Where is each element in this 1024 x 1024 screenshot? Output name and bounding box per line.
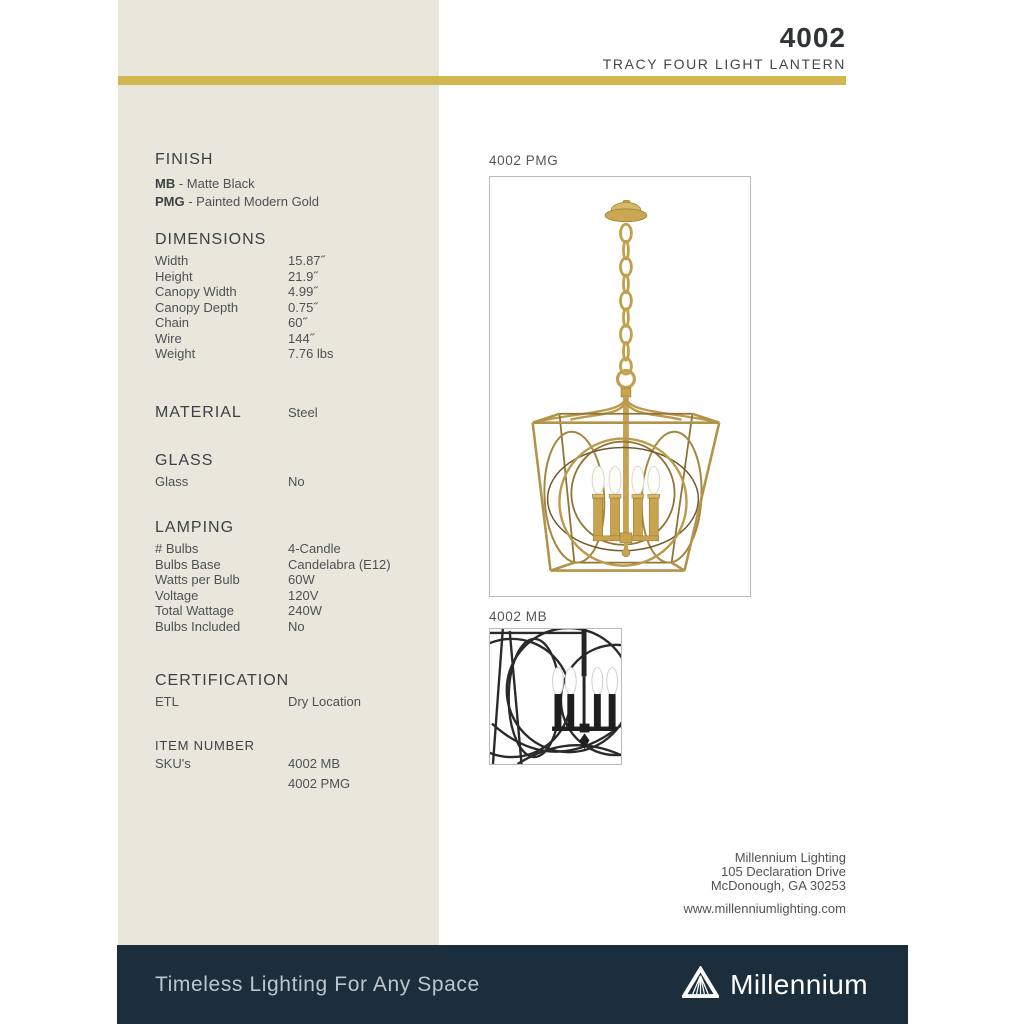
spec-value: Candelabra (E12) — [288, 556, 391, 572]
finish-name: - Matte Black — [175, 176, 255, 191]
spec-value: 4.99˝ — [288, 284, 318, 299]
sku-value: 4002 PMG — [288, 775, 351, 791]
dimensions-section — [155, 230, 431, 362]
spec-row — [155, 694, 431, 710]
footer-tagline: Timeless Lighting For Any Space — [155, 972, 480, 996]
lamping-section — [155, 518, 431, 634]
address-line2: McDonough, GA 30253 — [710, 878, 846, 893]
lamping-title: LAMPING — [155, 519, 235, 536]
spec-value: Dry Location — [288, 694, 361, 709]
spec-label: Width — [155, 253, 189, 268]
pmg-product-image — [489, 176, 751, 597]
spec-label: Total Wattage — [155, 603, 235, 618]
page-header — [603, 22, 846, 73]
certification-title: CERTIFICATION — [155, 672, 290, 689]
sku-label: SKU's — [155, 755, 191, 771]
finish-option — [155, 193, 431, 211]
spec-label: Bulbs Base — [155, 556, 221, 572]
brand-logo — [682, 966, 868, 1004]
black-lantern-illustration — [490, 629, 621, 764]
spec-label: Voltage — [155, 587, 199, 603]
sku-value: 4002 MB — [288, 755, 341, 771]
material-value: Steel — [288, 404, 318, 420]
material-section — [155, 403, 431, 423]
spec-label: Glass — [155, 473, 189, 489]
spec-row — [155, 603, 431, 619]
spec-row — [155, 284, 431, 300]
finish-option — [155, 175, 431, 193]
spec-row — [155, 269, 431, 285]
company-name: Millennium Lighting — [734, 850, 846, 865]
gold-lantern-illustration — [490, 177, 750, 596]
spec-value: 7.76 lbs — [288, 346, 334, 361]
mb-image-label: 4002 MB — [489, 609, 548, 624]
spec-value: No — [288, 473, 305, 489]
spec-label: Chain — [155, 315, 189, 330]
spec-row — [155, 619, 431, 635]
item-number-title: ITEM NUMBER — [155, 737, 255, 753]
spec-label: Watts per Bulb — [155, 572, 240, 587]
spec-value: 15.87˝ — [288, 253, 325, 268]
spec-value: 240W — [288, 603, 322, 618]
spec-label: ETL — [155, 694, 179, 709]
pmg-image-label: 4002 PMG — [489, 153, 559, 168]
spec-label: # Bulbs — [155, 541, 199, 556]
gold-accent-bar — [118, 76, 846, 85]
spec-row — [155, 300, 431, 316]
spec-value: 144˝ — [288, 330, 315, 346]
spec-row — [155, 331, 431, 347]
spec-value: No — [288, 618, 305, 634]
spec-value: 60˝ — [288, 315, 307, 330]
model-number: 4002 — [779, 22, 846, 53]
spec-value: 4-Candle — [288, 541, 341, 556]
spec-row — [155, 315, 431, 331]
finish-name: - Painted Modern Gold — [184, 194, 320, 209]
footer-bar — [117, 945, 908, 1024]
mb-product-image — [489, 628, 622, 765]
spec-label: Weight — [155, 346, 196, 361]
spec-row — [155, 346, 431, 362]
brand-wordmark: Millennium — [730, 968, 868, 1000]
address-line1: 105 Declaration Drive — [720, 864, 846, 879]
glass-section — [155, 451, 431, 490]
certification-section — [155, 671, 431, 710]
spec-list — [155, 150, 431, 792]
material-title: MATERIAL — [155, 403, 242, 421]
spec-value: 60W — [288, 572, 315, 587]
finish-code: MB — [155, 176, 176, 191]
glass-title: GLASS — [155, 451, 214, 469]
spec-label: Canopy Width — [155, 284, 237, 299]
spec-row — [155, 253, 431, 269]
spec-label: Canopy Depth — [155, 299, 239, 315]
item-number-section — [155, 738, 431, 792]
spec-label: Wire — [155, 330, 182, 346]
millennium-triangle-icon — [682, 966, 719, 1004]
spec-row — [155, 474, 431, 490]
finish-title: FINISH — [155, 151, 214, 168]
dimensions-title: DIMENSIONS — [155, 231, 267, 248]
spec-value: 120V — [288, 587, 319, 603]
finish-code: PMG — [155, 194, 185, 209]
product-name: TRACY FOUR LIGHT LANTERN — [602, 56, 846, 72]
spec-label: Bulbs Included — [155, 618, 241, 634]
spec-row — [155, 572, 431, 588]
spec-value: 21.9˝ — [288, 268, 318, 284]
contact-block — [683, 851, 846, 916]
spec-value: 0.75˝ — [288, 299, 318, 315]
spec-row — [155, 588, 431, 604]
website-url: www.millenniumlighting.com — [683, 901, 846, 916]
spec-row — [155, 557, 431, 573]
spec-label: Height — [155, 268, 193, 284]
spec-row — [155, 541, 431, 557]
finish-section — [155, 150, 431, 211]
